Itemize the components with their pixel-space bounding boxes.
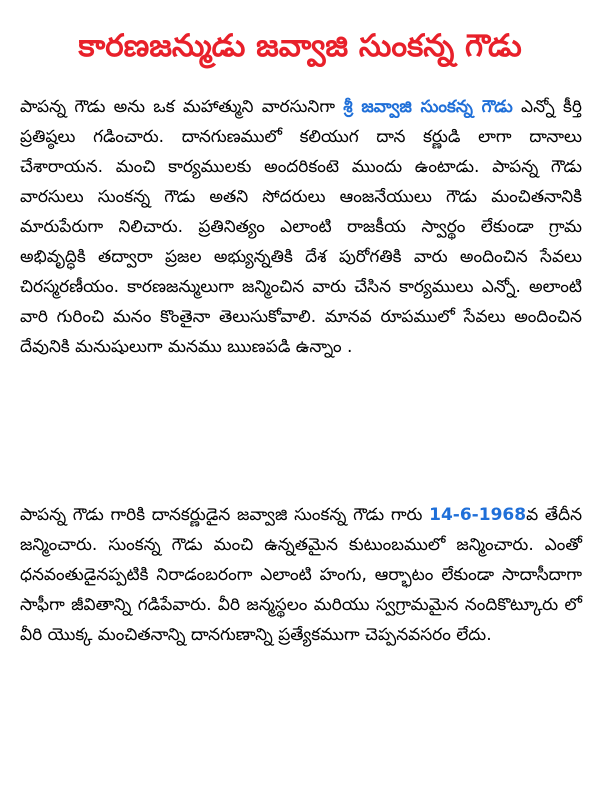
highlighted-birth-date: 14-6-1968 <box>429 505 527 525</box>
paragraph-1 <box>20 92 582 362</box>
paragraph-2-text-rest: వ తేదీన జన్మించారు. సుంకన్న గౌడు మంచి ఉన్నతమైన కుటుంబములో జన్మించారు. ఎంతో ధనవంతుడైనప్పటికి నిరాడంబరంగా ఎలాంటి హంగు, ఆర్భాటం లేకుండా సాదాసీదాగా సాఫీగా జీవితాన్ని గడిపేవారు. వీరి జన్మస్థలం మరియు స్వగ్రామమైన నందికొట్కూరు లో వీరి యొక్క మంచితనాన్ని దానగుణాన్ని ప్రత్యేకముగా చెప్పనవసరం లేదు. <box>20 505 583 645</box>
paragraph-2-text-start: పాపన్న గౌడు గారికి దానకర్ణుడైన జవ్వాజి సుంకన్న గౌడు గారు <box>20 505 430 525</box>
paragraph-1-text-start: పాపన్న గౌడు అను ఒక మహాత్ముని వారసునిగా <box>20 97 344 117</box>
paragraph-1-text-rest: ఎన్నో కీర్తి ప్రతిష్ఠలు గడించారు. దానగుణములో కలియుగ దాన కర్ణుడి లాగా దానాలు చేశారాయన. మంచి కార్యములకు అందరికంటె ముందు ఉంటాడు. పాపన్న గౌడు వారసులు సుంకన్న గౌడు అతని సోదరులు ఆంజనేయులు గౌడు మంచితనానికి మారుపేరుగా నిలిచారు. ప్రతినిత్యం ఎలాంటి రాజకీయ స్వార్థం లేకుండా గ్రామ అభివృద్ధికి తద్వారా ప్రజల అభ్యున్నతికి దేశ పురోగతికి వారు అందించిన సేవలు చిరస్మరణీయం. కారణజన్ములుగా జన్మించిన వారు చేసిన కార్యములు ఎన్నో. అలాంటి వారి గురించి మనం కొంతైనా తెలుసుకోవాలి. మానవ రూపములో సేవలు అందించిన దేవునికి మనుషులుగా మనము ఋణపడి ఉన్నాం . <box>20 97 583 357</box>
highlighted-name: శ్రీ జవ్వాజి సుంకన్న గౌడు <box>343 97 513 117</box>
document-title: కారణజన్ముడు జవ్వాజి సుంకన్న గౌడు <box>78 28 522 64</box>
paragraph-2 <box>20 500 582 650</box>
